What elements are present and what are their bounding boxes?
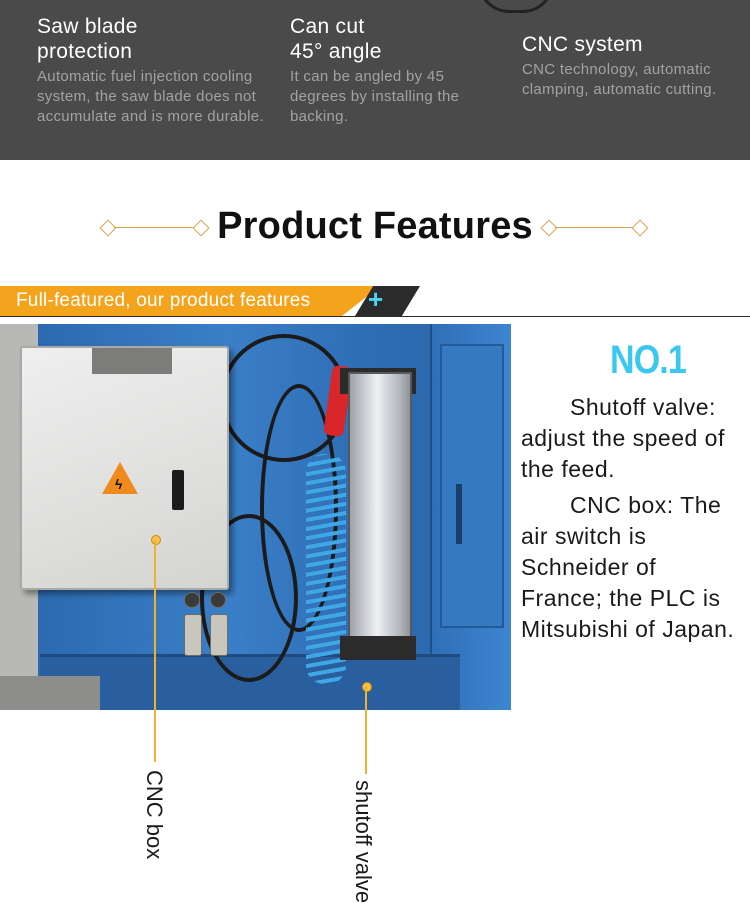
feature-description: CNC technology, automatic clamping, automatic cutting.	[522, 61, 717, 98]
feature-description: It can be angled by 45 degrees by installing the backing.	[290, 68, 460, 125]
pneumatic-cylinder	[348, 372, 412, 658]
feature-detail	[521, 392, 743, 645]
machine-door	[440, 344, 504, 628]
filter-bowl	[184, 614, 202, 656]
gauge-icon	[184, 592, 200, 608]
callout-label-cnc-box: CNC box	[142, 770, 167, 860]
gauge-icon	[210, 592, 226, 608]
plus-icon: +	[368, 284, 384, 314]
detail-paragraph-shutoff-valve: Shutoff valve: adjust the speed of the feed.	[521, 394, 725, 482]
subtitle-bar	[0, 286, 750, 318]
box-top-mount	[92, 348, 172, 374]
page-title: Product Features	[217, 205, 533, 247]
cnc-control-box	[20, 346, 229, 590]
lightning-icon: ϟ	[115, 476, 123, 492]
feature-angle-cut	[290, 14, 490, 127]
subtitle-rule	[0, 316, 750, 317]
feature-cnc-system	[522, 32, 742, 100]
callout-line-shutoff-valve	[365, 686, 367, 774]
feature-saw-blade-protection	[37, 14, 267, 127]
callout-dot-cnc-box	[151, 535, 161, 545]
heading-divider-right	[555, 227, 635, 228]
door-handle	[456, 484, 462, 544]
cylinder-cap	[340, 636, 416, 660]
filter-bowl	[210, 614, 228, 656]
box-lock	[172, 470, 184, 510]
number-badge: NO.1	[610, 338, 686, 382]
section-heading	[0, 200, 750, 256]
callout-dot-shutoff-valve	[362, 682, 372, 692]
detail-paragraph-cnc-box: CNC box: The air switch is Schneider of France; the PLC is Mitsubishi of Japan.	[521, 492, 735, 642]
feature-description: Automatic fuel injection cooling system, the saw blade does not accumulate and is more durable.	[37, 68, 264, 125]
floor	[0, 676, 100, 710]
cable-decoration	[478, 0, 554, 13]
feature-title: Can cut 45° angle	[290, 15, 382, 63]
air-filter-regulator	[182, 592, 240, 658]
callout-label-shutoff-valve: shutoff valve	[351, 780, 376, 903]
subtitle-text: Full-featured, our product features	[16, 290, 311, 311]
callout-line-cnc-box	[154, 540, 156, 762]
feature-banner	[0, 0, 750, 160]
machine-photo	[0, 324, 511, 710]
feature-title: Saw blade protection	[37, 15, 138, 63]
feature-title: CNC system	[522, 33, 643, 56]
